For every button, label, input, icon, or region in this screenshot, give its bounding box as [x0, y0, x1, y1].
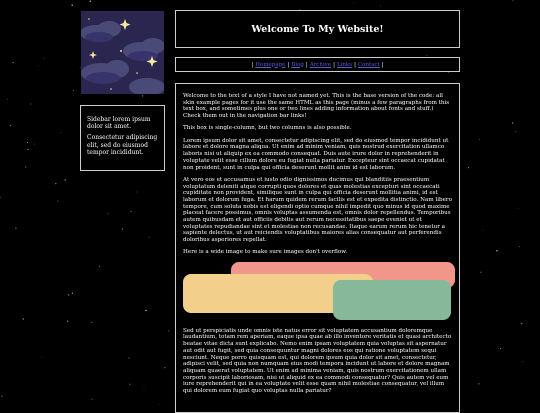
- wide-banner-image: [183, 262, 455, 322]
- navigation-bar: [175, 57, 460, 72]
- star: [479, 139, 480, 140]
- star: [1, 396, 2, 397]
- nav-link-links[interactable]: Links: [336, 61, 353, 68]
- star: [90, 0, 91, 1]
- nav-link-blog[interactable]: Blog: [291, 61, 304, 68]
- star: [27, 149, 28, 150]
- lorem-paragraph-2: At vero eos et accusamus et iusto odio dignissimos ducimus qui blanditiis praesentium voluptatum deleniti atque corrupti quos dolores et quas molestias excepturi sint occaecati cupiditate non provident, similique sunt in culpa qui officia deserunt mollitia animi, id est laborum et dolorum fuga. Et harum quidem rerum facilis est et expedita distinctio. Nam libero tempore, cum soluta nobis est eligendi optio cumque nihil impedit quo minus id quod maxime placeat facere possimus, omnis voluptas assumenda est, omnis dolor repellendus. Temporibus autem quibusdam et aut officiis debitis aut rerum necessitatibus saepe eveniet ut et voluptates repudiandae sint et molestiae non recusandae. Itaque earum rerum hic tenetur a sapiente delectus, ut aut reiciendis voluptatibus maiores alias consequatur aut perferendis doloribus asperiores repellat.: [183, 176, 452, 244]
- lorem-paragraph: Lorem ipsum dolor sit amet, consectetur adipiscing elit, sed do eiusmod tempor incididunt ut labore et dolore magna aliqua. Ut enim ad minim veniam, quis nostrud exercitation ullamco laboris nisi ut aliquip ex ea commodo consequat. Duis aute irure dolor in reprehenderit in voluptate velit esse cillum dolore eu fugiat nulla pariatur. Excepteur sint occaecat cupidatat non proident, sunt in culpa qui officia deserunt mollit anim id est laborum.: [183, 137, 449, 171]
- star: [108, 213, 109, 214]
- star: [44, 58, 45, 59]
- star: [15, 228, 16, 229]
- star: [68, 294, 69, 295]
- star: [99, 266, 100, 267]
- star: [521, 323, 523, 325]
- intro-paragraph: Welcome to the text of a style I have not named yet. This is the base version of the code: all skin example pages for it use the same HTML as this page (minus a few paragraphs from this text box, and sometimes plus one or two lines adding information about fonts and stuff.) Check them out in the navigation bar links!: [183, 93, 450, 120]
- main-content: [175, 83, 460, 413]
- star: [353, 3, 354, 4]
- star: [23, 318, 25, 320]
- nav-link-contact[interactable]: Contact: [357, 61, 380, 68]
- star: [30, 103, 31, 104]
- star: [122, 228, 123, 229]
- nav-separator: |: [251, 61, 254, 68]
- star: [0, 197, 1, 198]
- star: [25, 166, 26, 167]
- star: [519, 246, 520, 247]
- star: [478, 383, 479, 384]
- star: [72, 293, 73, 294]
- sidebar-text: Sidebar lorem ipsum dolor sit amet.: [87, 116, 151, 131]
- star: [128, 358, 129, 359]
- star: [38, 65, 39, 66]
- star: [427, 55, 428, 56]
- star: [91, 399, 92, 400]
- star: [73, 90, 74, 91]
- star: [522, 361, 523, 362]
- site-logo-image: [81, 11, 164, 94]
- nav-separator: |: [305, 61, 308, 68]
- star: [512, 122, 513, 123]
- sidebar: [80, 105, 165, 171]
- star: [61, 133, 62, 134]
- star: [164, 367, 165, 368]
- star: [142, 95, 143, 96]
- star: [131, 211, 132, 212]
- star: [380, 6, 381, 7]
- star: [468, 167, 469, 168]
- star: [481, 272, 482, 273]
- nav-separator: |: [354, 61, 356, 68]
- nav-link-homepage[interactable]: Homepage: [255, 61, 286, 68]
- star: [41, 356, 42, 357]
- star: [55, 183, 56, 184]
- lorem-paragraph-3: Sed ut perspiciatis unde omnis iste natus error sit voluptatem accusantium doloremque laudantium, totam rem aperiam, eaque ipsa quae ab illo inventore veritatis et quasi architecto beatae vitae dicta sunt explicabo. Nemo enim ipsam voluptatem quia voluptas sit aspernatur aut odit aut fugit, sed quia consequuntur magni dolores eos qui ratione voluptatem sequi nesciunt. Neque porro quisquam est, qui dolorem ipsum quia dolor sit amet, consectetur, adipisci velit, sed quia non numquam eius modi tempora incidunt ut labore et dolore magnam aliquam quaerat voluptatem. Ut enim ad minima veniam, quis nostrum exercitationem ullam corporis suscipit laboriosam, nisi ut aliquid ex ea commodi consequatur? Quis autem vel eum iure reprehenderit qui in ea voluptate velit esse quam nihil molestiae consequatur, vel illum qui dolorem eum fugiat quo voluptas nulla pariatur?: [183, 327, 452, 395]
- star: [27, 142, 28, 143]
- star: [67, 321, 69, 323]
- star: [518, 208, 519, 209]
- sidebar-text: Consectetur adipiscing elit, sed do eiusmod tempor incididunt.: [87, 134, 158, 156]
- site-header: [175, 10, 460, 48]
- star: [72, 5, 73, 6]
- star: [91, 322, 92, 323]
- star: [145, 310, 146, 311]
- star: [500, 348, 501, 349]
- nav-separator: |: [381, 61, 384, 68]
- column-note-paragraph: This box is single-column, but two columns is also possible.: [183, 125, 352, 132]
- star: [168, 330, 169, 331]
- star: [137, 192, 138, 193]
- star: [10, 125, 11, 126]
- star: [57, 201, 58, 202]
- site-title: Welcome To My Website!: [251, 23, 384, 35]
- star: [129, 384, 130, 385]
- star: [13, 62, 14, 63]
- banner-green-shape: [333, 280, 451, 320]
- nav-separator: |: [287, 61, 290, 68]
- star: [496, 250, 497, 251]
- star: [482, 230, 483, 231]
- image-intro-paragraph: Here is a wide image to make sure images don't overflow.: [183, 249, 348, 256]
- star: [64, 179, 66, 181]
- star: [149, 237, 150, 238]
- star: [34, 144, 35, 145]
- star: [144, 387, 145, 388]
- nav-link-archive[interactable]: Archive: [309, 61, 332, 68]
- star: [513, 0, 514, 1]
- nav-separator: |: [333, 61, 335, 68]
- star: [515, 131, 516, 132]
- star: [7, 99, 8, 100]
